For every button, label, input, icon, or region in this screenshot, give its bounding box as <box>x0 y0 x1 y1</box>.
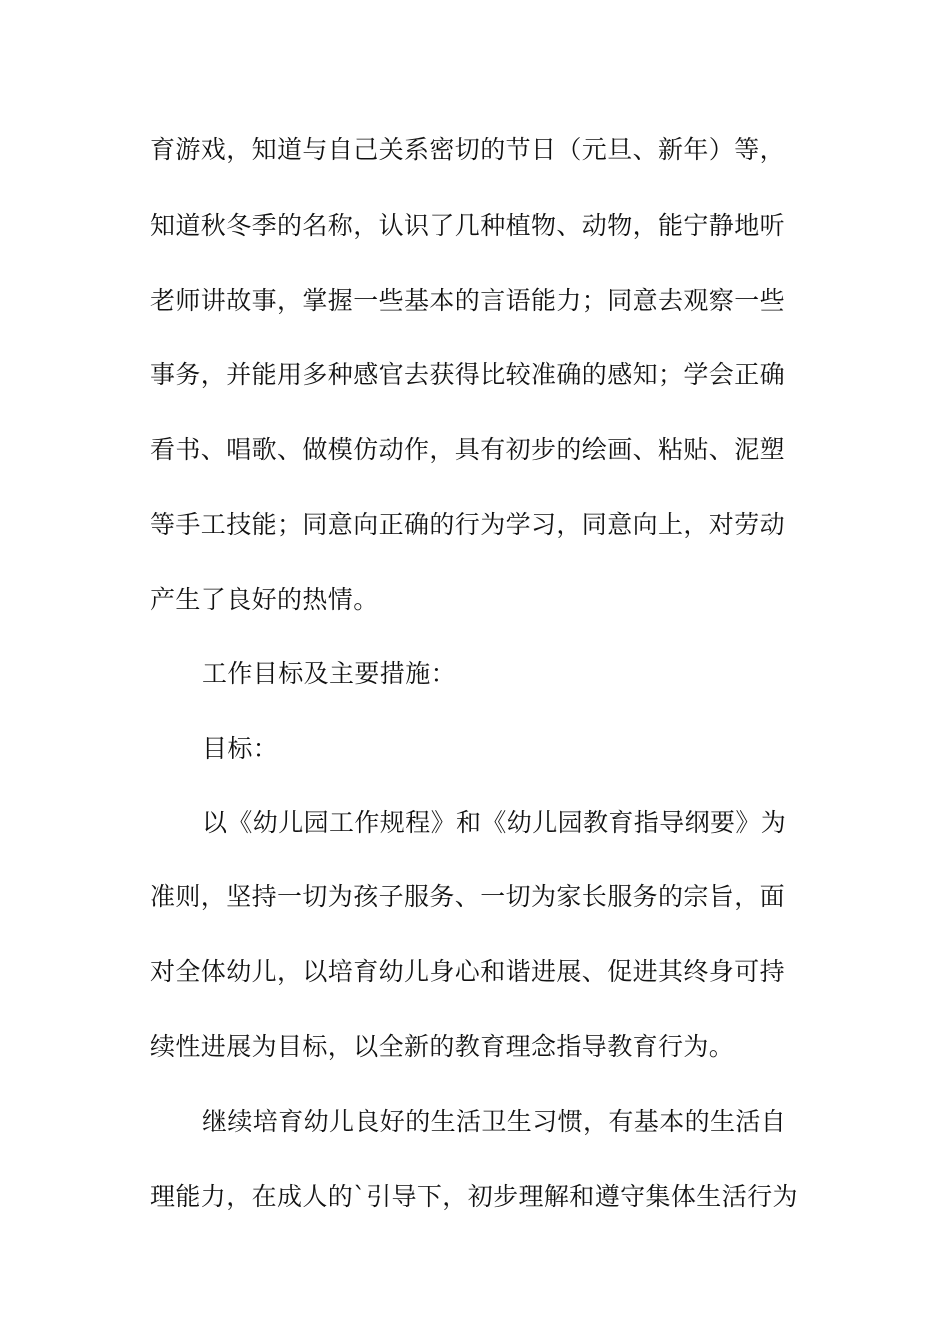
section-heading: 工作目标及主要措施： <box>202 659 457 688</box>
text-line: 看书、唱歌、做模仿动作，具有初步的绘画、粘贴、泥塑 <box>150 435 786 464</box>
text-line: 事务，并能用多种感官去获得比较准确的感知；学会正确 <box>150 360 786 389</box>
text-line: 育游戏，知道与自己关系密切的节日（元旦、新年）等， <box>150 135 786 164</box>
text-line: 准则，坚持一切为孩子服务、一切为家长服务的宗旨，面 <box>150 882 786 911</box>
text-line: 续性进展为目标，以全新的教育理念指导教育行为。 <box>150 1032 735 1061</box>
text-line: 知道秋冬季的名称，认识了几种植物、动物，能宁静地听 <box>150 211 786 240</box>
paragraph-start: 以《幼儿园工作规程》和《幼儿园教育指导纲要》为 <box>202 808 787 837</box>
text-line: 产生了良好的热情。 <box>150 585 379 614</box>
text-line: 等手工技能；同意向正确的行为学习，同意向上，对劳动 <box>150 510 786 539</box>
text-line: 老师讲故事，掌握一些基本的言语能力；同意去观察一些 <box>150 286 786 315</box>
paragraph-start: 继续培育幼儿良好的生活卫生习惯，有基本的生活自 <box>202 1107 787 1136</box>
subheading-goal: 目标： <box>202 734 279 763</box>
text-line: 对全体幼儿，以培育幼儿身心和谐进展、促进其终身可持 <box>150 957 786 986</box>
text-line: 理能力，在成人的`引导下，初步理解和遵守集体生活行为 <box>150 1182 798 1211</box>
